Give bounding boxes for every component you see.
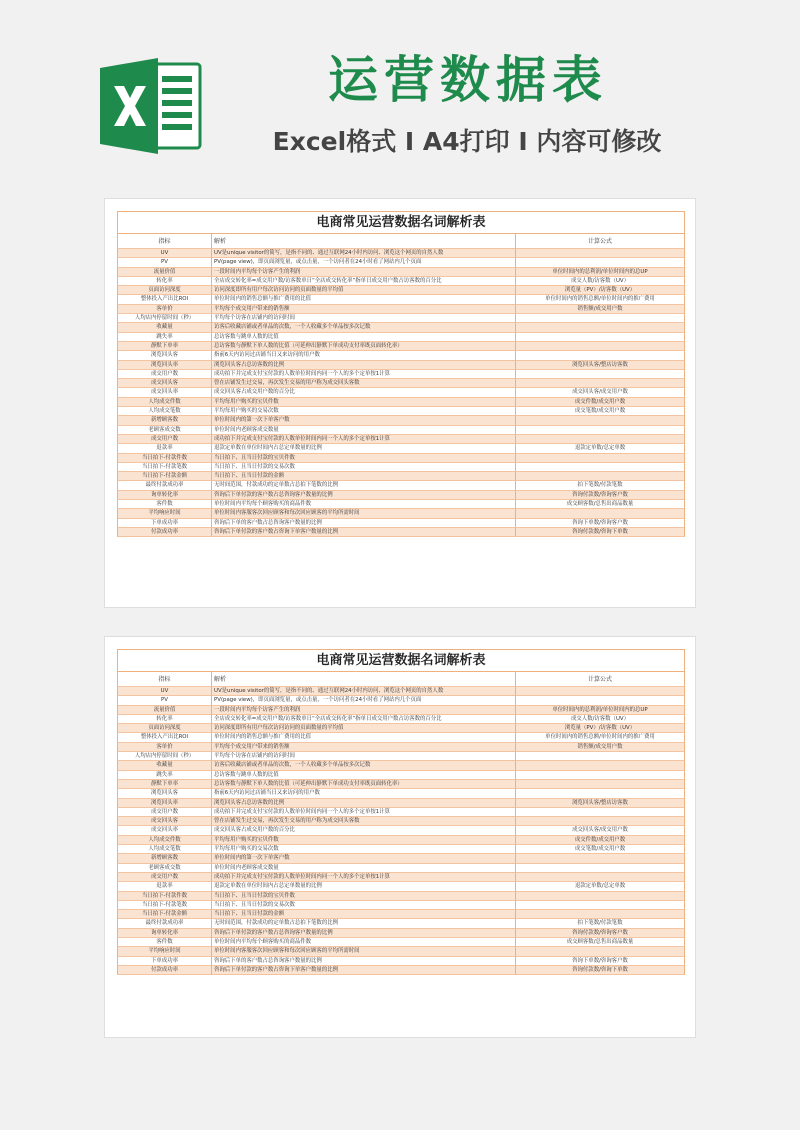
table-row bbox=[117, 351, 685, 360]
formula-cell bbox=[515, 454, 685, 463]
formula-cell: 销售额/成交用户数 bbox=[515, 743, 685, 752]
table-row bbox=[117, 929, 685, 938]
formula-cell: 成交人数/访客数（UV） bbox=[515, 277, 685, 286]
description-cell: 平均每个成交用户带来的销售额 bbox=[211, 743, 515, 752]
formula-cell bbox=[515, 771, 685, 780]
metric-cell: 页面访问深度 bbox=[117, 286, 211, 295]
table-row bbox=[117, 379, 685, 388]
description-cell: 平均每用户购买的交易次数 bbox=[211, 407, 515, 416]
formula-cell: 单位时间内的总利润/单位时间内的总UP bbox=[515, 268, 685, 277]
description-cell: 全店成交转化率=成交用户数/访客数单日“全店成交转化率”指单日成交用户数占访客数的百分比 bbox=[211, 277, 515, 286]
description-cell: 一段时间内平均每个访客产生的利润 bbox=[211, 706, 515, 715]
table-row bbox=[117, 771, 685, 780]
metric-cell: 人均店内停留时间（秒） bbox=[117, 752, 211, 761]
table-row bbox=[117, 789, 685, 798]
table-row bbox=[117, 277, 685, 286]
metric-cell: 客件数 bbox=[117, 500, 211, 509]
formula-cell bbox=[515, 901, 685, 910]
description-cell: 指前6天内访问过店铺当日又来访问的用户数 bbox=[211, 351, 515, 360]
formula-cell bbox=[515, 789, 685, 798]
table-row bbox=[117, 509, 685, 518]
metric-cell: 询单转化率 bbox=[117, 929, 211, 938]
table-row bbox=[117, 295, 685, 304]
formula-cell: 咨询付款数/咨询客户数 bbox=[515, 929, 685, 938]
formula-cell: 单位时间内的销售总额/单位时间内的推广费用 bbox=[515, 295, 685, 304]
description-cell: 平均每个访客在店铺内的访问时间 bbox=[211, 752, 515, 761]
excel-logo-icon bbox=[100, 56, 204, 156]
metric-cell: 成交回头客 bbox=[117, 817, 211, 826]
description-cell: PV(page view)，即页面浏览量，或点击量，一个访问者在24小时看了网站内几个页面 bbox=[211, 258, 515, 267]
table-row bbox=[117, 268, 685, 277]
metric-cell: 成交回头客 bbox=[117, 379, 211, 388]
table-row bbox=[117, 733, 685, 742]
description-cell: 全店成交转化率=成交用户数/访客数单日“全店成交转化率”指单日成交用户数占访客数的百分比 bbox=[211, 715, 515, 724]
description-cell: 成功拍下并完成支付宝付款的人数单位时间内同一个人的多个定单按1计算 bbox=[211, 873, 515, 882]
formula-cell bbox=[515, 696, 685, 705]
formula-cell bbox=[515, 258, 685, 267]
description-cell: 曾在店铺发生过交易，再次发生交易的用户称为成交回头客数 bbox=[211, 817, 515, 826]
formula-cell: 咨询下单数/咨询客户数 bbox=[515, 957, 685, 966]
description-cell: 一段时间内平均每个访客产生的利润 bbox=[211, 268, 515, 277]
table-row bbox=[117, 947, 685, 956]
formula-cell: 成交回头客/成交用户数 bbox=[515, 826, 685, 835]
metric-cell: 退款率 bbox=[117, 444, 211, 453]
table-row bbox=[117, 528, 685, 537]
formula-cell bbox=[515, 342, 685, 351]
description-cell: 总访客数与静默下单人数的比值（可延伸出静默下单成功支付率既页面转化率） bbox=[211, 342, 515, 351]
description-cell: 总访客数与跳单人数的比值 bbox=[211, 771, 515, 780]
description-cell: 曾在店铺发生过交易，再次发生交易的用户称为成交回头客数 bbox=[211, 379, 515, 388]
table-row bbox=[117, 696, 685, 705]
description-cell: 无时间范围，付款成功的定单数占总拍下笔数的比例 bbox=[211, 919, 515, 928]
formula-cell: 咨询付款数/咨询下单数 bbox=[515, 966, 685, 975]
table-row bbox=[117, 444, 685, 453]
table-row bbox=[117, 808, 685, 817]
metric-cell: 成交用户数 bbox=[117, 435, 211, 444]
table-row bbox=[117, 799, 685, 808]
formula-cell: 成交笔数/成交用户数 bbox=[515, 845, 685, 854]
description-cell: 单位时间内的销售总额与推广费用的比值 bbox=[211, 733, 515, 742]
description-cell: 单位时间内的第一次下单客户数 bbox=[211, 416, 515, 425]
formula-cell: 浏览量（PV）/访客数（UV） bbox=[515, 286, 685, 295]
data-table bbox=[117, 649, 685, 975]
metric-cell: 退款率 bbox=[117, 882, 211, 891]
metric-cell: 平均响应时间 bbox=[117, 509, 211, 518]
table-row bbox=[117, 481, 685, 490]
metric-cell: 静默下单率 bbox=[117, 342, 211, 351]
description-cell: 平均每用户购买的交易次数 bbox=[211, 845, 515, 854]
table-row bbox=[117, 333, 685, 342]
table-row bbox=[117, 416, 685, 425]
formula-cell: 浏览回头客/整店访客数 bbox=[515, 799, 685, 808]
metric-cell: 跳失率 bbox=[117, 771, 211, 780]
table-row bbox=[117, 873, 685, 882]
table-row bbox=[117, 323, 685, 332]
metric-cell: PV bbox=[117, 258, 211, 267]
table-row bbox=[117, 286, 685, 295]
formula-cell bbox=[515, 808, 685, 817]
formula-cell: 咨询下单数/咨询客户数 bbox=[515, 519, 685, 528]
formula-cell: 成交人数/访客数（UV） bbox=[515, 715, 685, 724]
table-row bbox=[117, 715, 685, 724]
formula-cell: 成交件数/成交用户数 bbox=[515, 398, 685, 407]
formula-cell bbox=[515, 323, 685, 332]
metric-cell: 静默下单率 bbox=[117, 780, 211, 789]
formula-cell bbox=[515, 864, 685, 873]
metric-cell: UV bbox=[117, 687, 211, 696]
metric-cell: 付款成功率 bbox=[117, 528, 211, 537]
metric-cell: 浏览回头客 bbox=[117, 789, 211, 798]
description-cell: 当日拍下、且当日付款的金额 bbox=[211, 472, 515, 481]
table-row bbox=[117, 864, 685, 873]
table-row bbox=[117, 361, 685, 370]
table-row bbox=[117, 398, 685, 407]
metric-cell: 下单成功率 bbox=[117, 519, 211, 528]
formula-cell: 退款定单数/总定单数 bbox=[515, 444, 685, 453]
metric-cell: 最终付款成功率 bbox=[117, 481, 211, 490]
formula-cell: 成交笔数/成交用户数 bbox=[515, 407, 685, 416]
table-row bbox=[117, 901, 685, 910]
metric-cell: 整体投入产出比ROI bbox=[117, 295, 211, 304]
formula-cell bbox=[515, 416, 685, 425]
table-row bbox=[117, 761, 685, 770]
description-cell: 咨询后下单的客户数占总咨询客户数量的比例 bbox=[211, 957, 515, 966]
table-row bbox=[117, 780, 685, 789]
metric-cell: 成交用户数 bbox=[117, 873, 211, 882]
description-cell: 浏览回头客占总访客数的比例 bbox=[211, 799, 515, 808]
metric-cell: 成交回头率 bbox=[117, 388, 211, 397]
table-row bbox=[117, 845, 685, 854]
table-row bbox=[117, 706, 685, 715]
description-cell: 平均每用户购买的宝贝件数 bbox=[211, 836, 515, 845]
metric-cell: 收藏量 bbox=[117, 323, 211, 332]
metric-cell: 当日拍下-付款笔数 bbox=[117, 901, 211, 910]
metric-cell: 人均店内停留时间（秒） bbox=[117, 314, 211, 323]
table-row bbox=[117, 854, 685, 863]
description-cell: 退款定单数在单位时间内占总定单数量的比例 bbox=[211, 444, 515, 453]
description-cell: UV是unique visitor的简写，是指不同的、通过互联网24小时内访问、浏览这个网页的自然人数 bbox=[211, 687, 515, 696]
table-row bbox=[117, 491, 685, 500]
sheet-page-2 bbox=[104, 636, 696, 1038]
metric-cell: 当日拍下-付款金额 bbox=[117, 910, 211, 919]
metric-cell: 新增顾客数 bbox=[117, 416, 211, 425]
description-cell: 咨询后下单的客户数占总咨询客户数量的比例 bbox=[211, 519, 515, 528]
formula-cell: 咨询付款数/咨询客户数 bbox=[515, 491, 685, 500]
description-cell: 成功拍下并完成支付宝付款的人数单位时间内同一个人的多个定单按1计算 bbox=[211, 370, 515, 379]
description-cell: 咨询后下单付款的客户数占总咨询客户数量的比例 bbox=[211, 929, 515, 938]
table-row bbox=[117, 249, 685, 258]
formula-cell bbox=[515, 509, 685, 518]
table-title: 电商常见运营数据名词解析表 bbox=[117, 649, 685, 671]
column-header: 计算公式 bbox=[515, 671, 685, 687]
table-row bbox=[117, 882, 685, 891]
formula-cell: 销售额/成交用户数 bbox=[515, 305, 685, 314]
formula-cell: 浏览回头客/整店访客数 bbox=[515, 361, 685, 370]
table-row bbox=[117, 370, 685, 379]
table-row bbox=[117, 687, 685, 696]
formula-cell bbox=[515, 910, 685, 919]
table-row bbox=[117, 426, 685, 435]
metric-cell: 人均成交笔数 bbox=[117, 407, 211, 416]
table-row bbox=[117, 407, 685, 416]
description-cell: UV是unique visitor的简写，是指不同的、通过互联网24小时内访问、浏览这个网页的自然人数 bbox=[211, 249, 515, 258]
column-header: 计算公式 bbox=[515, 233, 685, 249]
metric-cell: 成交用户数 bbox=[117, 808, 211, 817]
table-header-row bbox=[117, 671, 685, 687]
page-subtitle: Excel格式 I A4打印 I 内容可修改 bbox=[272, 127, 662, 156]
metric-cell: 浏览回头率 bbox=[117, 799, 211, 808]
description-cell: 平均每个成交用户带来的销售额 bbox=[211, 305, 515, 314]
description-cell: PV(page view)，即页面浏览量，或点击量，一个访问者在24小时看了网站内几个页面 bbox=[211, 696, 515, 705]
metric-cell: 平均响应时间 bbox=[117, 947, 211, 956]
metric-cell: UV bbox=[117, 249, 211, 258]
formula-cell: 咨询付款数/咨询下单数 bbox=[515, 528, 685, 537]
data-table bbox=[117, 211, 685, 537]
table-row bbox=[117, 342, 685, 351]
metric-cell: 当日拍下-付款件数 bbox=[117, 892, 211, 901]
column-header: 解析 bbox=[211, 233, 515, 249]
formula-cell: 成交顾客数/总售出商品数量 bbox=[515, 500, 685, 509]
formula-cell: 成交回头客/成交用户数 bbox=[515, 388, 685, 397]
formula-cell bbox=[515, 752, 685, 761]
metric-cell: 整体投入产出比ROI bbox=[117, 733, 211, 742]
formula-cell bbox=[515, 472, 685, 481]
description-cell: 总访客数与跳单人数的比值 bbox=[211, 333, 515, 342]
metric-cell: 老顾客成交数 bbox=[117, 426, 211, 435]
metric-cell: 老顾客成交数 bbox=[117, 864, 211, 873]
description-cell: 单位时间内的销售总额与推广费用的比值 bbox=[211, 295, 515, 304]
metric-cell: 客件数 bbox=[117, 938, 211, 947]
description-cell: 平均每个访客在店铺内的访问时间 bbox=[211, 314, 515, 323]
table-row bbox=[117, 500, 685, 509]
formula-cell: 成交件数/成交用户数 bbox=[515, 836, 685, 845]
table-row bbox=[117, 836, 685, 845]
description-cell: 单位时间内平均每个顾客购买的商品件数 bbox=[211, 938, 515, 947]
page-title: 运营数据表 bbox=[328, 51, 608, 109]
description-cell: 当日拍下、且当日付款的交易次数 bbox=[211, 463, 515, 472]
description-cell: 单位时间内的第一次下单客户数 bbox=[211, 854, 515, 863]
formula-cell bbox=[515, 379, 685, 388]
column-header: 指标 bbox=[117, 671, 211, 687]
metric-cell: 跳失率 bbox=[117, 333, 211, 342]
formula-cell bbox=[515, 687, 685, 696]
sheet-page-1 bbox=[104, 198, 696, 608]
table-row bbox=[117, 258, 685, 267]
table-row bbox=[117, 919, 685, 928]
description-cell: 访客后收藏店铺或者单品的次数，一个人收藏多个单品按多次记数 bbox=[211, 323, 515, 332]
formula-cell: 单位时间内的销售总额/单位时间内的推广费用 bbox=[515, 733, 685, 742]
table-row bbox=[117, 743, 685, 752]
formula-cell: 拍下笔数/付款笔数 bbox=[515, 919, 685, 928]
description-cell: 单位时间内老顾客成交数量 bbox=[211, 864, 515, 873]
column-header: 解析 bbox=[211, 671, 515, 687]
metric-cell: 成交用户数 bbox=[117, 370, 211, 379]
description-cell: 单位时间内平均每个顾客购买的商品件数 bbox=[211, 500, 515, 509]
metric-cell: 客单价 bbox=[117, 743, 211, 752]
description-cell: 成交回头客占成交用户数的百分比 bbox=[211, 388, 515, 397]
description-cell: 访客后收藏店铺或者单品的次数，一个人收藏多个单品按多次记数 bbox=[211, 761, 515, 770]
description-cell: 成交回头客占成交用户数的百分比 bbox=[211, 826, 515, 835]
formula-cell bbox=[515, 892, 685, 901]
metric-cell: 下单成功率 bbox=[117, 957, 211, 966]
page-header bbox=[0, 0, 800, 190]
table-row bbox=[117, 957, 685, 966]
metric-cell: 人均成交件数 bbox=[117, 398, 211, 407]
column-header: 指标 bbox=[117, 233, 211, 249]
formula-cell bbox=[515, 426, 685, 435]
formula-cell bbox=[515, 435, 685, 444]
formula-cell bbox=[515, 333, 685, 342]
description-cell: 退款定单数在单位时间内占总定单数量的比例 bbox=[211, 882, 515, 891]
formula-cell: 浏览量（PV）/访客数（UV） bbox=[515, 724, 685, 733]
table-row bbox=[117, 817, 685, 826]
metric-cell: 当日拍下-付款件数 bbox=[117, 454, 211, 463]
metric-cell: 成交回头率 bbox=[117, 826, 211, 835]
formula-cell bbox=[515, 249, 685, 258]
metric-cell: 浏览回头客 bbox=[117, 351, 211, 360]
table-row bbox=[117, 752, 685, 761]
description-cell: 咨询后下单付款的客户数占总咨询客户数量的比例 bbox=[211, 491, 515, 500]
description-cell: 咨询后下单付款的客户数占咨询下单客户数量的比例 bbox=[211, 528, 515, 537]
table-body bbox=[117, 671, 685, 975]
table-row bbox=[117, 305, 685, 314]
formula-cell bbox=[515, 463, 685, 472]
description-cell: 成功拍下并完成支付宝付款的人数单位时间内同一个人的多个定单按1计算 bbox=[211, 808, 515, 817]
description-cell: 总访客数与静默下单人数的比值（可延伸出静默下单成功支付率既页面转化率） bbox=[211, 780, 515, 789]
metric-cell: 转化率 bbox=[117, 715, 211, 724]
table-body bbox=[117, 233, 685, 537]
description-cell: 咨询后下单付款的客户数占咨询下单客户数量的比例 bbox=[211, 966, 515, 975]
table-row bbox=[117, 938, 685, 947]
formula-cell: 单位时间内的总利润/单位时间内的总UP bbox=[515, 706, 685, 715]
description-cell: 当日拍下、且当日付款的金额 bbox=[211, 910, 515, 919]
formula-cell bbox=[515, 854, 685, 863]
description-cell: 指前6天内访问过店铺当日又来访问的用户数 bbox=[211, 789, 515, 798]
table-row bbox=[117, 892, 685, 901]
description-cell: 访问深度即所有用户每次访问访问的页面数量的平均值 bbox=[211, 286, 515, 295]
description-cell: 访问深度即所有用户每次访问访问的页面数量的平均值 bbox=[211, 724, 515, 733]
metric-cell: 人均成交笔数 bbox=[117, 845, 211, 854]
formula-cell bbox=[515, 780, 685, 789]
metric-cell: 流量价值 bbox=[117, 268, 211, 277]
metric-cell: 收藏量 bbox=[117, 761, 211, 770]
table-row bbox=[117, 463, 685, 472]
description-cell: 单位时间内老顾客成交数量 bbox=[211, 426, 515, 435]
table-title: 电商常见运营数据名词解析表 bbox=[117, 211, 685, 233]
description-cell: 浏览回头客占总访客数的比例 bbox=[211, 361, 515, 370]
description-cell: 当日拍下、且当日付款的交易次数 bbox=[211, 901, 515, 910]
metric-cell: 客单价 bbox=[117, 305, 211, 314]
metric-cell: 浏览回头率 bbox=[117, 361, 211, 370]
metric-cell: 付款成功率 bbox=[117, 966, 211, 975]
description-cell: 当日拍下、且当日付款的宝贝件数 bbox=[211, 892, 515, 901]
formula-cell: 成交顾客数/总售出商品数量 bbox=[515, 938, 685, 947]
metric-cell: 流量价值 bbox=[117, 706, 211, 715]
description-cell: 成功拍下并完成支付宝付款的人数单位时间内同一个人的多个定单按1计算 bbox=[211, 435, 515, 444]
description-cell: 单位时间内客服客次回应顾客和每次回应顾客的平均所需时间 bbox=[211, 947, 515, 956]
description-cell: 无时间范围，付款成功的定单数占总拍下笔数的比例 bbox=[211, 481, 515, 490]
description-cell: 平均每用户购买的宝贝件数 bbox=[211, 398, 515, 407]
formula-cell bbox=[515, 314, 685, 323]
table-row bbox=[117, 314, 685, 323]
formula-cell bbox=[515, 947, 685, 956]
metric-cell: 询单转化率 bbox=[117, 491, 211, 500]
metric-cell: 页面访问深度 bbox=[117, 724, 211, 733]
formula-cell bbox=[515, 370, 685, 379]
metric-cell: 转化率 bbox=[117, 277, 211, 286]
table-row bbox=[117, 966, 685, 975]
metric-cell: PV bbox=[117, 696, 211, 705]
metric-cell: 最终付款成功率 bbox=[117, 919, 211, 928]
metric-cell: 当日拍下-付款笔数 bbox=[117, 463, 211, 472]
formula-cell bbox=[515, 873, 685, 882]
table-row bbox=[117, 435, 685, 444]
metric-cell: 新增顾客数 bbox=[117, 854, 211, 863]
formula-cell bbox=[515, 351, 685, 360]
metric-cell: 人均成交件数 bbox=[117, 836, 211, 845]
formula-cell: 退款定单数/总定单数 bbox=[515, 882, 685, 891]
description-cell: 当日拍下、且当日付款的宝贝件数 bbox=[211, 454, 515, 463]
table-row bbox=[117, 910, 685, 919]
table-header-row bbox=[117, 233, 685, 249]
table-row bbox=[117, 472, 685, 481]
description-cell: 单位时间内客服客次回应顾客和每次回应顾客的平均所需时间 bbox=[211, 509, 515, 518]
table-row bbox=[117, 454, 685, 463]
table-row bbox=[117, 519, 685, 528]
table-row bbox=[117, 724, 685, 733]
formula-cell bbox=[515, 817, 685, 826]
formula-cell bbox=[515, 761, 685, 770]
metric-cell: 当日拍下-付款金额 bbox=[117, 472, 211, 481]
table-row bbox=[117, 826, 685, 835]
formula-cell: 拍下笔数/付款笔数 bbox=[515, 481, 685, 490]
table-row bbox=[117, 388, 685, 397]
